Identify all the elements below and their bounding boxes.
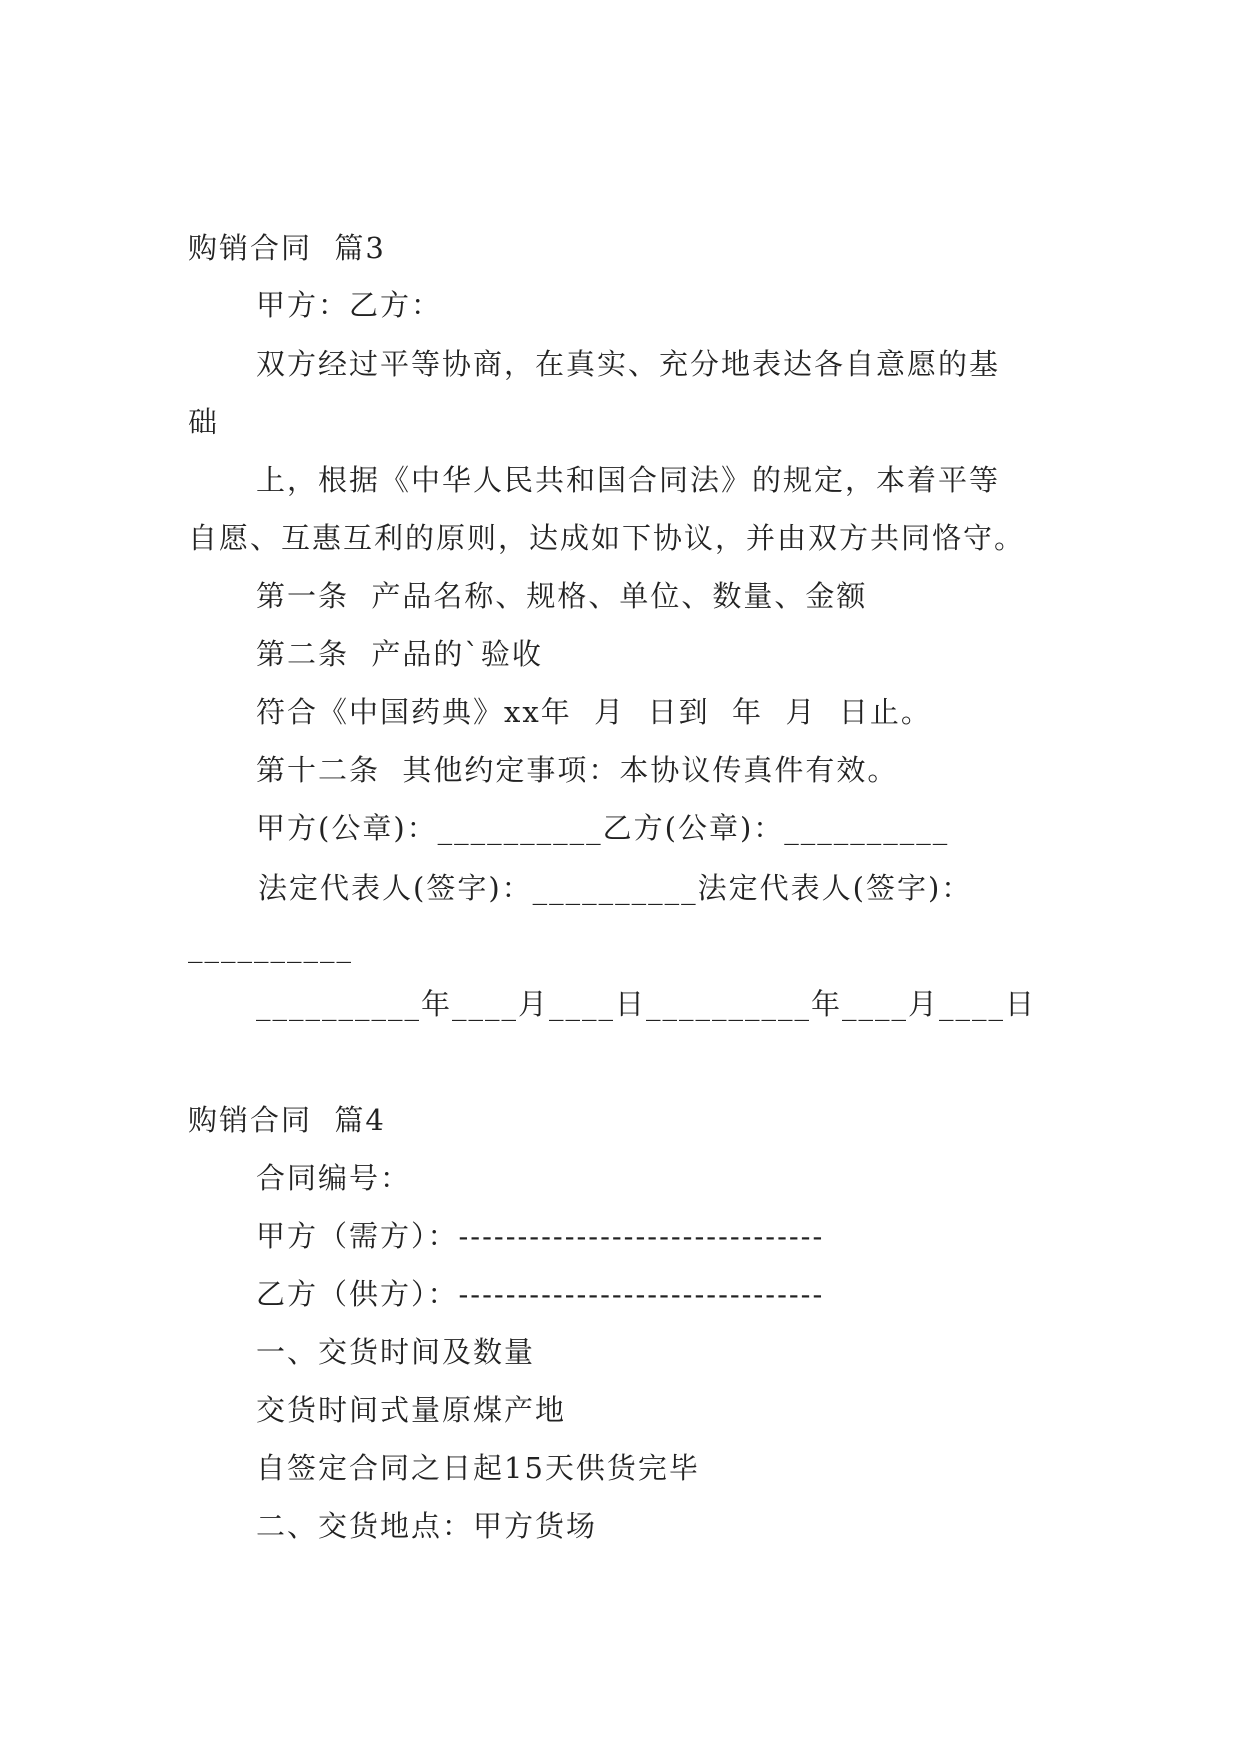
contract-number-line: 合同编号： bbox=[256, 1161, 412, 1195]
section-title: 购销合同 篇3 bbox=[188, 231, 386, 265]
intro-paragraph-line: 上，根据《中华人民共和国合同法》的规定，本着平等 bbox=[256, 463, 1001, 497]
delivery-term: 自签定合同之日起15天供货完毕 bbox=[256, 1451, 700, 1485]
representative-blank: __________ bbox=[188, 929, 353, 963]
delivery-columns: 交货时间式量原煤产地 bbox=[256, 1393, 567, 1427]
section-title: 购销合同 篇4 bbox=[188, 1103, 386, 1137]
article-heading: 第十二条 其他约定事项：本协议传真件有效。 bbox=[256, 753, 899, 787]
intro-paragraph-line: 础 bbox=[188, 405, 220, 439]
standard-clause: 符合《中国药典》xx年 月 日到 年 月 日止。 bbox=[256, 695, 932, 729]
representative-signature-line: 法定代表人(签字)：__________法定代表人(签字)： bbox=[258, 871, 973, 905]
date-line: __________年____月____日__________年____月____日 bbox=[256, 987, 1037, 1021]
article-heading: 第二条 产品的`验收 bbox=[256, 637, 543, 671]
seal-signature-line: 甲方(公章)：__________乙方(公章)：__________ bbox=[256, 811, 950, 845]
intro-paragraph-line: 双方经过平等协商，在真实、充分地表达各自意愿的基 bbox=[256, 347, 1001, 381]
clause-heading: 二、交货地点：甲方货场 bbox=[256, 1509, 598, 1543]
party-b-line: 乙方（供方）：------------------------------- bbox=[256, 1277, 825, 1311]
party-a-line: 甲方（需方）：------------------------------- bbox=[256, 1219, 825, 1253]
intro-paragraph-line: 自愿、互惠互利的原则，达成如下协议，并由双方共同恪守。 bbox=[188, 521, 1026, 555]
article-heading: 第一条 产品名称、规格、单位、数量、金额 bbox=[256, 579, 868, 613]
clause-heading: 一、交货时间及数量 bbox=[256, 1335, 536, 1369]
parties-line: 甲方：乙方： bbox=[256, 288, 443, 322]
